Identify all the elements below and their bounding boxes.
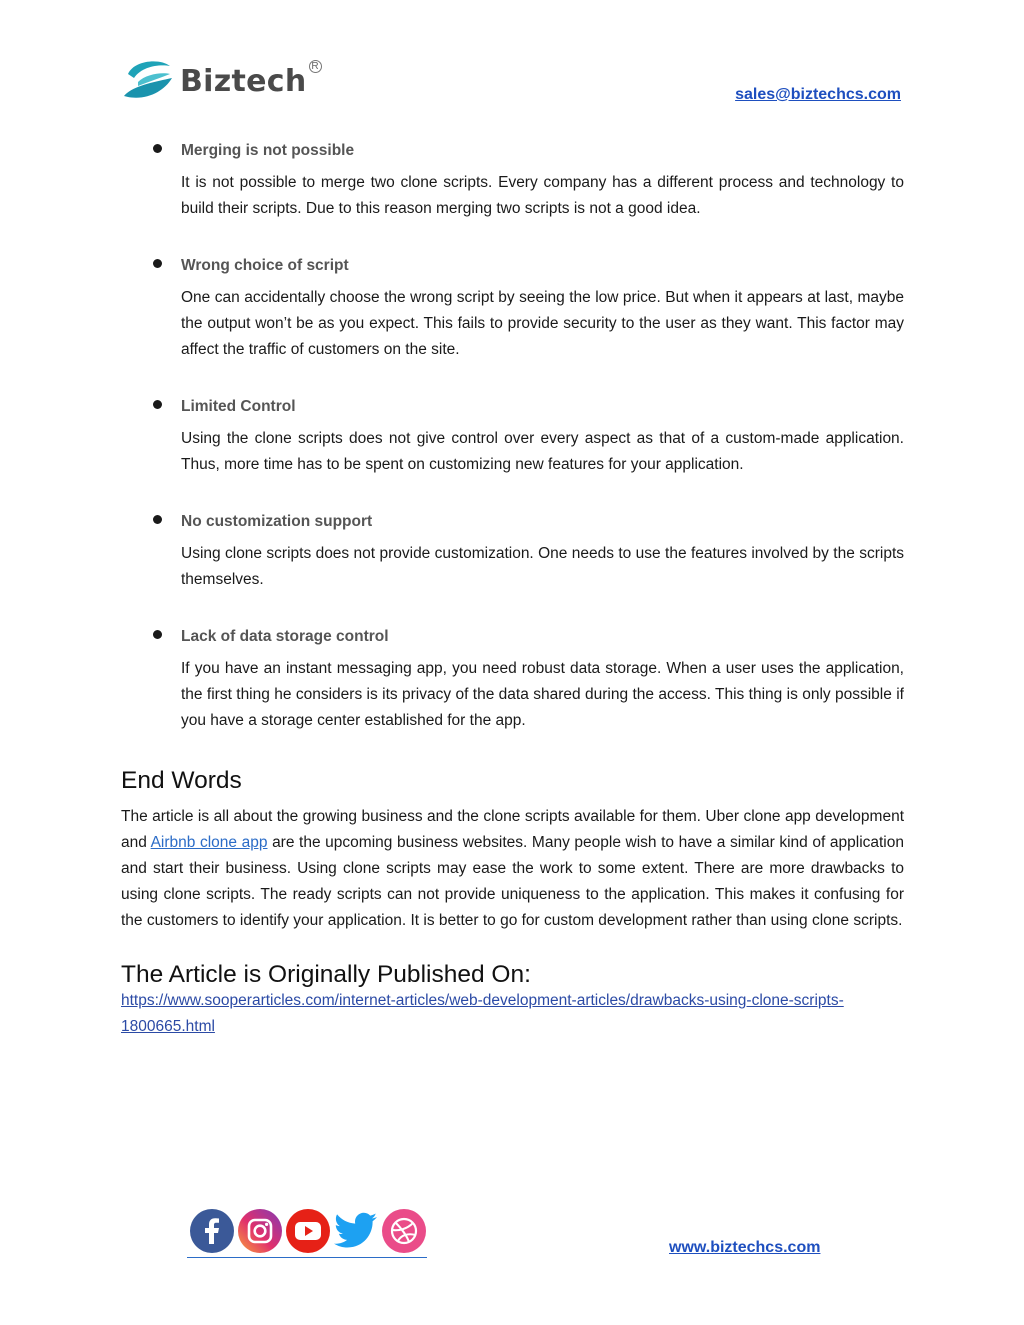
header-email-link[interactable]: sales@biztechcs.com [735,86,901,103]
published-heading: The Article is Originally Published On: [121,961,531,988]
item-body: One can accidentally choose the wrong script by seeing the low price. But when it appears at last, maybe the output won’t be as you expect. This fails to provide security to the user as they want. This factor may affect the traffic of customers on the site. [181,289,904,358]
list-item [121,624,904,734]
item-title: Wrong choice of script [181,257,349,274]
item-title: No customization support [181,513,373,530]
item-title: Limited Control [181,398,296,415]
bullet-icon [153,515,162,524]
end-words-paragraph [121,804,904,934]
item-body: Using clone scripts does not provide customization. One needs to use the features involved by the scripts themselves. [181,545,904,588]
instagram-icon[interactable] [237,1208,283,1254]
item-title: Lack of data storage control [181,628,389,645]
end-words-text-end: are the upcoming business websites. Many people wish to have a similar kind of application and start their business. Using clone scripts may ease the work to some extent. There are more drawbacks to using clone scripts. The ready scripts can not provide uniqueness to the application. This makes it confusing for the customers to identify your application. It is better to go for custom development rather than using clone scripts. [121,834,904,929]
item-body: Using the clone scripts does not give control over every aspect as that of a custom-made application. Thus, more time has to be spent on customizing new features for your application. [181,430,904,473]
footer-website-link[interactable]: www.biztechcs.com [669,1239,821,1256]
bullet-icon [153,144,162,153]
logo-text: Biztech [180,63,307,99]
registered-mark: R [309,60,322,73]
twitter-icon[interactable] [333,1208,379,1254]
end-words-text-start: The article is all about the growing business and the clone scripts available for them. Uber clone app development and [121,808,904,851]
dribbble-icon[interactable] [381,1208,427,1254]
end-words-heading: End Words [121,767,242,794]
youtube-icon[interactable] [285,1208,331,1254]
published-url-link[interactable]: https://www.sooperarticles.com/internet-articles/web-development-articles/drawbacks-using-clone-scripts-1800665.html [121,992,844,1035]
list-item [121,509,904,593]
social-icons [189,1208,429,1254]
airbnb-clone-app-link[interactable]: Airbnb clone app [150,834,268,851]
bullet-icon [153,400,162,409]
biztech-logo-icon [120,56,176,106]
facebook-icon[interactable] [189,1208,235,1254]
item-body: It is not possible to merge two clone scripts. Every company has a different process and technology to build their scripts. Due to this reason merging two scripts is not a good idea. [181,174,904,217]
list-item [121,253,904,363]
list-item [121,138,904,222]
biztech-logo [120,56,322,106]
item-body: If you have an instant messaging app, you need robust data storage. When a user uses the application, the first thing he considers is its privacy of the data shared during the access. This thing is only possible if you have a storage center established for the app. [181,660,904,729]
item-title: Merging is not possible [181,142,355,159]
bullet-icon [153,259,162,268]
social-underline [187,1257,427,1258]
list-item [121,394,904,478]
bullet-icon [153,630,162,639]
document-body [121,138,904,1040]
